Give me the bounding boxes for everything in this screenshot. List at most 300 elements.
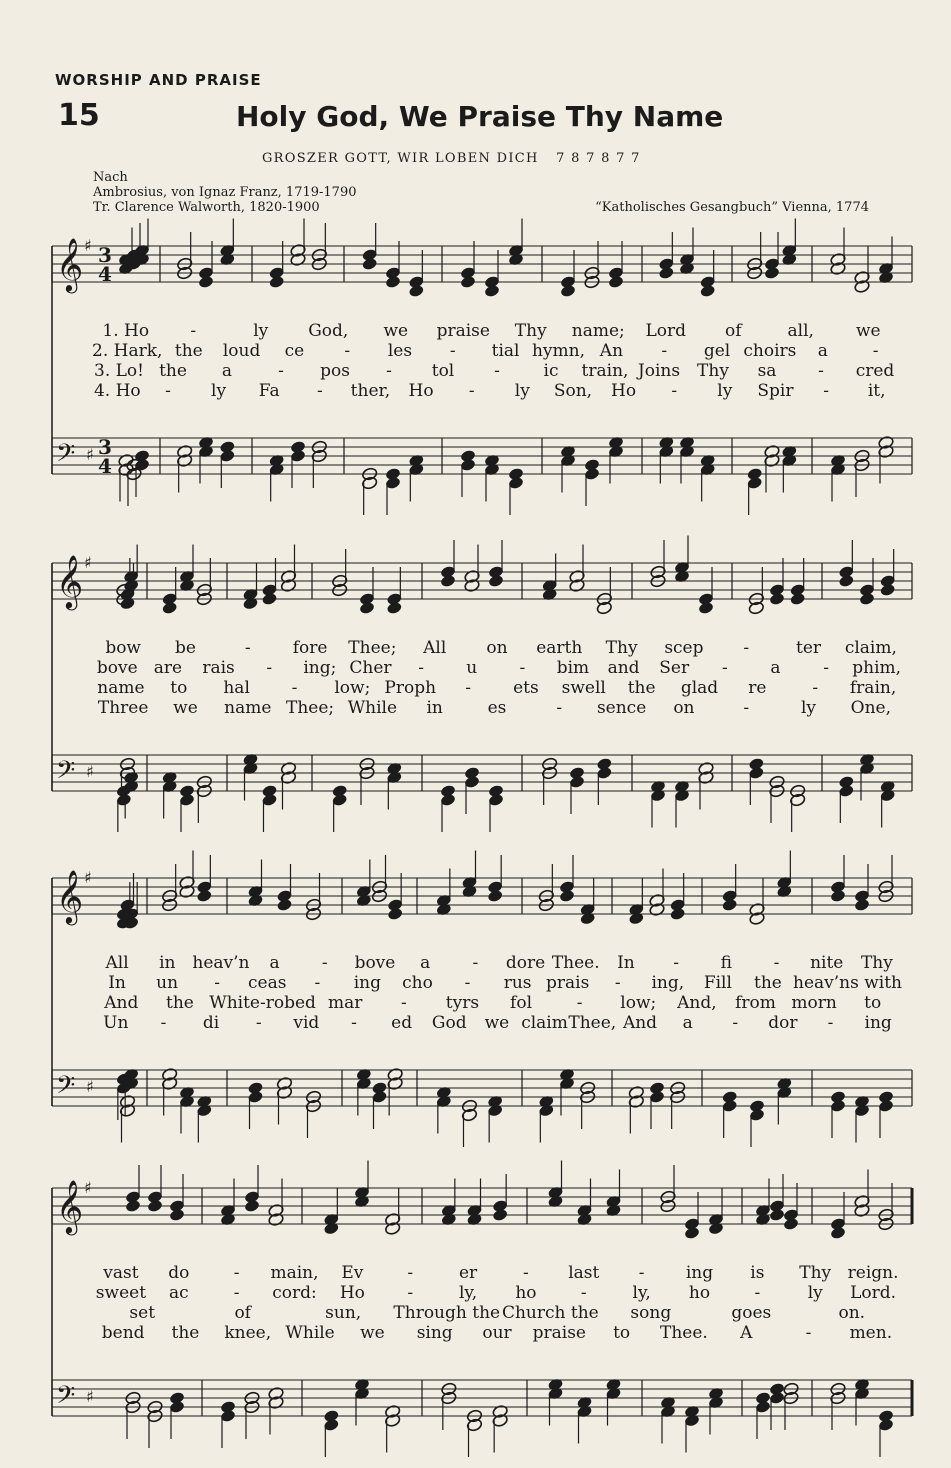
lyric-syllable: do: [168, 1263, 190, 1283]
lyric-syllable: -: [519, 658, 526, 678]
lyric-line: [52, 658, 912, 678]
notehead: [658, 266, 675, 280]
lyric-syllable: ly: [253, 321, 269, 341]
music-system: [52, 1170, 912, 1460]
lyric-line: [52, 973, 912, 993]
lyric-syllable: All: [423, 638, 447, 658]
lyric-syllable: Through the: [393, 1303, 501, 1323]
lyric-indent: [52, 658, 92, 678]
lyric-syllable: ly: [717, 381, 733, 401]
lyric-syllable: of: [724, 321, 742, 341]
lyric-syllable: sence: [596, 698, 647, 718]
lyric-line: [52, 678, 912, 698]
lyric-syllable: from: [735, 993, 776, 1013]
notehead: [492, 1208, 509, 1222]
lyric-syllable: mar: [328, 993, 363, 1013]
lyric-syllable: -: [661, 341, 668, 361]
lyric-syllable: name: [224, 698, 272, 718]
notehead: [385, 275, 402, 289]
lyric-syllable: a: [420, 953, 431, 973]
lyric-syllable: it,: [867, 381, 886, 401]
lyric-syllable: on: [486, 638, 508, 658]
lyric-line: [52, 993, 912, 1013]
lyric-syllable: er: [458, 1263, 478, 1283]
key-signature-sharp: ♯: [86, 445, 94, 464]
lyric-syllable: In: [617, 953, 635, 973]
lyric-syllable: bove: [96, 658, 138, 678]
lyric-syllable: Thee.: [551, 953, 600, 973]
lyric-syllable: God,: [308, 321, 349, 341]
notehead: [169, 1208, 186, 1222]
lyric-syllable: nite: [810, 953, 844, 973]
lyric-syllable: ing: [353, 973, 382, 993]
lyric-syllable: And,: [677, 993, 717, 1013]
lyric-syllable: bow: [105, 638, 141, 658]
notehead: [198, 275, 215, 289]
lyric-syllable: Ho: [339, 1283, 365, 1303]
lyric-syllable: in: [159, 953, 176, 973]
lyric-syllable: -: [614, 973, 621, 993]
lyric-indent: [52, 381, 92, 401]
lyric-syllable: ic: [543, 361, 559, 381]
lyric-syllable: -: [316, 381, 323, 401]
lyric-syllable: ly,: [458, 1283, 478, 1303]
lyric-syllable: to: [170, 678, 188, 698]
lyric-syllable: praise: [436, 321, 490, 341]
lyric-syllable: -: [464, 973, 471, 993]
lyric-syllable: earth: [536, 638, 583, 658]
lyric-syllable: the: [174, 341, 203, 361]
bass-clef-icon: 𝄢: [56, 1381, 76, 1416]
lyric-syllable: sing: [416, 1323, 453, 1343]
lyric-syllable: goes: [731, 1303, 772, 1323]
lyric-syllable: Lord: [645, 321, 687, 341]
bass-clef-icon: 𝄢: [56, 756, 76, 791]
lyric-syllable: knee,: [224, 1323, 272, 1343]
lyric-syllable: ther,: [350, 381, 391, 401]
lyric-syllable: bove: [354, 953, 396, 973]
lyric-syllable: prais: [546, 973, 590, 993]
lyric-syllable: to: [613, 1323, 631, 1343]
key-signature-sharp: ♯: [86, 1387, 94, 1406]
lyric-syllable: Ser: [659, 658, 690, 678]
lyric-syllable: Thee.: [660, 1323, 708, 1343]
lyric-indent: [52, 953, 92, 973]
lyric-syllable: glad: [680, 678, 719, 698]
lyric-syllable: all,: [787, 321, 814, 341]
lyric-syllable: vid: [293, 1013, 320, 1033]
lyric-indent: [52, 1303, 92, 1323]
lyric-syllable: -: [671, 381, 678, 401]
lyric-line: [52, 698, 912, 718]
lyric-syllable: rus: [503, 973, 532, 993]
notehead: [276, 898, 293, 912]
lyric-syllable: a: [817, 341, 828, 361]
notehead: [764, 266, 781, 280]
bass-staff: [52, 1377, 912, 1457]
lyric-syllable: fi: [720, 953, 732, 973]
notehead: [608, 275, 625, 289]
lyric-line: [52, 638, 912, 658]
lyric-indent: [52, 321, 92, 341]
lyric-syllable: God: [431, 1013, 467, 1033]
lyric-indent: [52, 1283, 92, 1303]
lyric-syllable: claim,: [844, 638, 897, 658]
lyric-syllable: -: [743, 698, 750, 718]
lyric-indent: [52, 361, 92, 381]
treble-staff: [52, 219, 912, 299]
notehead: [560, 284, 577, 298]
lyric-syllable: -: [812, 678, 819, 698]
lyric-syllable: 1. Ho: [102, 321, 150, 341]
treble-clef-icon: 𝄞: [56, 869, 84, 923]
text-credit-line1: Nach: [93, 170, 128, 185]
lyric-syllable: un: [156, 973, 179, 993]
lyric-syllable: -: [165, 381, 171, 401]
lyric-syllable: Ev: [341, 1263, 364, 1283]
lyric-syllable: Cher: [349, 658, 392, 678]
lyric-syllable: ed: [391, 1013, 413, 1033]
lyric-syllable: -: [233, 1263, 240, 1283]
treble-clef-icon: 𝄞: [56, 554, 84, 608]
notehead: [147, 1199, 164, 1213]
lyric-syllable: Three: [97, 698, 149, 718]
lyric-syllable: Thy: [799, 1263, 832, 1283]
lyric-syllable: frain,: [849, 678, 897, 698]
notehead: [359, 601, 376, 615]
lyric-syllable: ing,: [651, 973, 685, 993]
lyric-syllable: song: [630, 1303, 672, 1323]
lyric-syllable: on: [673, 698, 695, 718]
lyric-syllable: ceas: [248, 973, 287, 993]
lyric-syllable: ly: [211, 381, 227, 401]
lyric-syllable: -: [556, 698, 563, 718]
lyric-syllable: Joins: [637, 361, 681, 381]
lyric-syllable: of: [234, 1303, 251, 1323]
notehead: [268, 275, 285, 289]
text-credit: [93, 170, 357, 215]
lyric-syllable: -: [321, 953, 328, 973]
lyric-syllable: claim: [521, 1013, 568, 1033]
lyric-syllable: is: [750, 1263, 765, 1283]
lyric-syllable: ly: [801, 698, 817, 718]
music-system: [52, 860, 912, 1150]
lyric-syllable: gel: [703, 341, 731, 361]
key-signature-sharp: ♯: [86, 762, 94, 781]
lyric-syllable: -: [233, 1283, 240, 1303]
lyric-syllable: One,: [850, 698, 892, 718]
lyric-syllable: Church the: [501, 1303, 599, 1323]
key-signature-sharp: ♯: [84, 236, 92, 255]
lyric-syllable: Thee;: [286, 698, 335, 718]
lyric-syllable: ac: [168, 1283, 189, 1303]
lyric-syllable: An: [599, 341, 624, 361]
notehead: [684, 1226, 701, 1240]
lyric-syllable: be: [174, 638, 196, 658]
lyric-syllable: ter: [796, 638, 822, 658]
lyric-block: [52, 321, 912, 401]
key-signature-sharp: ♯: [84, 868, 92, 887]
lyric-syllable: the: [171, 1323, 200, 1343]
lyric-syllable: Fa: [258, 381, 280, 401]
lyric-indent: [52, 678, 92, 698]
lyric-line: [52, 1323, 912, 1343]
lyric-syllable: set: [129, 1303, 156, 1323]
lyric-syllable: -: [523, 1263, 529, 1283]
lyric-syllable: All: [105, 953, 129, 973]
lyric-indent: [52, 1323, 92, 1343]
lyric-syllable: 2. Hark,: [92, 341, 163, 361]
tune-meter: 7 8 7 8 7 7: [556, 151, 641, 166]
lyric-syllable: fore: [292, 638, 328, 658]
notehead: [854, 898, 871, 912]
lyric-syllable: pos: [320, 361, 350, 381]
lyric-indent: [52, 993, 92, 1013]
lyric-syllable: -: [818, 361, 824, 381]
hymn-number: 15: [58, 98, 100, 133]
lyric-syllable: -: [344, 341, 351, 361]
lyric-syllable: ing;: [303, 658, 337, 678]
notehead: [487, 889, 504, 903]
treble-staff: [52, 536, 912, 616]
lyric-syllable: hymn,: [531, 341, 586, 361]
lyric-syllable: les: [387, 341, 413, 361]
lyric-syllable: -: [190, 321, 197, 341]
lyric-syllable: -: [407, 1283, 414, 1303]
bass-clef-icon: 𝄢: [56, 1071, 76, 1106]
lyric-syllable: While: [285, 1323, 335, 1343]
lyric-syllable: tyrs: [445, 993, 480, 1013]
notehead: [559, 889, 576, 903]
notehead: [261, 592, 278, 606]
notehead: [859, 592, 876, 606]
lyric-syllable: fol: [510, 993, 533, 1013]
lyric-syllable: train,: [581, 361, 629, 381]
lyric-syllable: -: [872, 341, 879, 361]
lyric-syllable: name: [97, 678, 145, 698]
lyric-indent: [52, 1013, 92, 1033]
key-signature-sharp: ♯: [86, 1077, 94, 1096]
lyric-syllable: -: [244, 638, 251, 658]
notehead: [387, 907, 404, 921]
music-credit: “Katholisches Gesangbuch” Vienna, 1774: [595, 200, 869, 215]
lyric-syllable: loud: [222, 341, 261, 361]
lyric-syllable: -: [400, 993, 407, 1013]
lyric-syllable: In: [108, 973, 126, 993]
lyric-syllable: ets: [513, 678, 539, 698]
lyric-syllable: cred: [855, 361, 895, 381]
lyric-syllable: Proph: [384, 678, 437, 698]
lyric-syllable: dor: [768, 1013, 798, 1033]
lyric-line: [52, 341, 912, 361]
lyric-syllable: -: [638, 1263, 645, 1283]
notehead: [440, 574, 457, 588]
lyric-syllable: -: [823, 381, 829, 401]
lyric-syllable: -: [407, 1263, 414, 1283]
lyric-indent: [52, 638, 92, 658]
section-label: WORSHIP AND PRAISE: [55, 71, 262, 89]
lyric-syllable: to: [864, 993, 882, 1013]
lyric-syllable: -: [468, 381, 475, 401]
lyric-syllable: Thee,: [568, 1013, 617, 1033]
notehead: [830, 1226, 847, 1240]
lyric-line: [52, 1013, 912, 1033]
lyric-syllable: -: [291, 678, 298, 698]
lyric-syllable: -: [386, 361, 392, 381]
hymn-title: Holy God, We Praise Thy Name: [236, 100, 724, 133]
lyric-line: [52, 1263, 912, 1283]
lyric-syllable: 4. Ho: [93, 381, 141, 401]
lyric-syllable: Thy: [514, 321, 547, 341]
lyric-line: [52, 953, 912, 973]
lyric-syllable: Lord.: [850, 1283, 897, 1303]
lyric-syllable: Ho: [611, 381, 637, 401]
lyric-syllable: rais: [202, 658, 235, 678]
lyric-syllable: are: [153, 658, 183, 678]
time-signature-top: 3: [98, 243, 112, 267]
lyric-syllable: Un: [103, 1013, 129, 1033]
tune-name: GROSZER GOTT, WIR LOBEN DICH: [262, 151, 539, 166]
lyric-syllable: Spir: [757, 381, 794, 401]
lyric-syllable: men.: [849, 1323, 893, 1343]
notehead: [386, 601, 403, 615]
lyric-indent: [52, 341, 92, 361]
lyric-syllable: ly,: [632, 1283, 651, 1303]
notehead: [484, 284, 501, 298]
lyric-block: [52, 638, 912, 718]
lyric-syllable: -: [743, 638, 750, 658]
lyric-syllable: ly: [514, 381, 530, 401]
tune-line: [262, 151, 653, 166]
lyric-indent: [52, 698, 92, 718]
lyric-syllable: And: [622, 1013, 658, 1033]
lyric-syllable: -: [278, 361, 284, 381]
treble-clef-icon: 𝄞: [56, 1179, 84, 1233]
lyric-syllable: sweet: [95, 1283, 147, 1303]
lyric-syllable: tial: [491, 341, 520, 361]
lyric-syllable: the: [165, 993, 194, 1013]
lyric-syllable: re: [748, 678, 767, 698]
lyric-syllable: A: [740, 1323, 753, 1343]
lyric-syllable: 3. Lo!: [94, 361, 144, 381]
notehead: [769, 1208, 786, 1222]
text-credit-line2: Ambrosius, von Ignaz Franz, 1719-1790: [93, 185, 357, 200]
lyric-syllable: -: [449, 341, 456, 361]
lyric-syllable: ing: [685, 1263, 714, 1283]
bass-staff: [52, 752, 912, 832]
lyric-syllable: low;: [620, 993, 657, 1013]
lyric-syllable: -: [472, 953, 479, 973]
lyric-syllable: main,: [270, 1263, 319, 1283]
lyric-syllable: -: [754, 1283, 761, 1303]
lyric-syllable: a: [221, 361, 233, 381]
lyric-syllable: the: [159, 361, 187, 381]
lyric-syllable: Thy: [697, 361, 729, 381]
bass-staff: [52, 1067, 912, 1147]
notehead: [783, 1217, 800, 1231]
time-signature-top: 3: [98, 435, 112, 459]
lyric-syllable: -: [214, 973, 221, 993]
notehead: [769, 592, 786, 606]
notehead: [699, 284, 716, 298]
notehead: [838, 574, 855, 588]
lyric-line: [52, 1303, 912, 1323]
notehead: [161, 601, 178, 615]
lyric-syllable: bend: [101, 1323, 145, 1343]
lyric-syllable: di: [202, 1013, 220, 1033]
lyric-syllable: -: [576, 993, 583, 1013]
lyric-block: [52, 953, 912, 1033]
lyric-syllable: on.: [838, 1303, 866, 1323]
lyric-syllable: our: [482, 1323, 512, 1343]
music-system: [52, 228, 912, 518]
lyric-syllable: hal: [223, 678, 250, 698]
notehead: [361, 257, 378, 271]
lyric-syllable: sun,: [325, 1303, 362, 1323]
lyric-syllable: dore: [505, 953, 546, 973]
treble-staff: [52, 1161, 912, 1241]
lyric-syllable: ing: [864, 1013, 892, 1033]
notehead: [196, 889, 213, 903]
notehead: [698, 601, 715, 615]
lyric-syllable: low;: [334, 678, 371, 698]
lyric-syllable: White-robed: [209, 993, 316, 1013]
lyric-line: [52, 361, 912, 381]
notehead: [460, 275, 477, 289]
notehead: [488, 574, 505, 588]
lyric-syllable: we: [360, 1323, 385, 1343]
lyric-syllable: a: [682, 1013, 693, 1033]
notehead: [721, 898, 738, 912]
lyric-syllable: a: [770, 658, 781, 678]
lyric-syllable: u: [466, 658, 478, 678]
lyric-syllable: -: [721, 658, 728, 678]
lyric-syllable: reign.: [847, 1263, 899, 1283]
lyric-syllable: Son,: [553, 381, 593, 401]
lyric-syllable: heav’ns with: [793, 973, 902, 993]
lyric-syllable: Thee;: [348, 638, 397, 658]
notehead: [879, 583, 896, 597]
lyric-syllable: ho: [688, 1283, 711, 1303]
lyric-syllable: sa: [757, 361, 777, 381]
lyric-syllable: a: [269, 953, 280, 973]
lyric-syllable: ce: [284, 341, 305, 361]
notehead: [789, 592, 806, 606]
lyric-syllable: -: [827, 1013, 834, 1033]
time-signature-bottom: 4: [98, 454, 112, 478]
lyric-syllable: we: [173, 698, 198, 718]
lyric-syllable: Thy: [605, 638, 638, 658]
lyric-syllable: tol: [431, 361, 455, 381]
music-system: [52, 545, 912, 835]
lyric-syllable: in: [426, 698, 443, 718]
lyric-syllable: Thy: [860, 953, 893, 973]
notehead: [830, 889, 847, 903]
lyric-syllable: we: [383, 321, 409, 341]
lyric-syllable: -: [823, 658, 829, 678]
lyric-syllable: -: [805, 1323, 812, 1343]
lyric-syllable: Fill: [703, 973, 732, 993]
treble-clef-icon: 𝄞: [56, 237, 84, 291]
lyric-syllable: heav’n: [192, 953, 250, 973]
lyric-syllable: -: [418, 658, 424, 678]
lyric-syllable: the: [627, 678, 656, 698]
lyric-syllable: -: [160, 1013, 167, 1033]
treble-staff: [52, 851, 912, 931]
bass-staff: [52, 435, 912, 515]
lyric-syllable: morn: [791, 993, 837, 1013]
notehead: [669, 907, 686, 921]
